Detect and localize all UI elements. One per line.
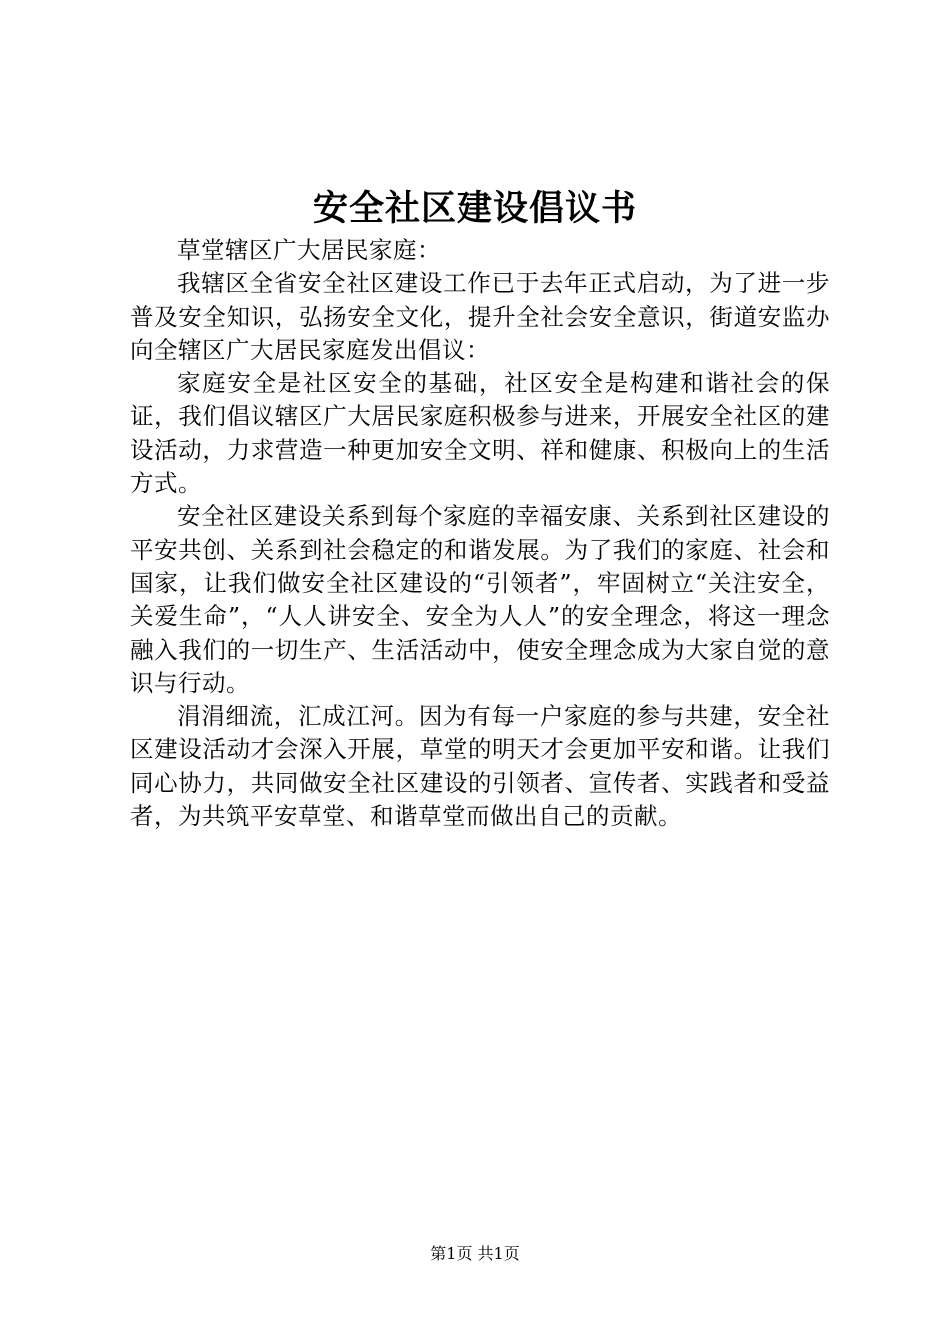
salutation: 草堂辖区广大居民家庭： [177,236,441,264]
document-body [130,234,830,833]
paragraph-1: 我辖区全省安全社区建设工作已于去年正式启动，为了进一步普及安全知识，弘扬安全文化，提升全社会安全意识，街道安监办向全辖区广大居民家庭发出倡议： [130,269,830,364]
paragraph-3: 安全社区建设关系到每个家庭的幸福安康、关系到社区建设的平安共创、关系到社会稳定的和谐发展。为了我们的家庭、社会和国家，让我们做安全社区建设的“引领者”，牢固树立“关注安全，关爱生命”，“人人讲安全、安全为人人”的安全理念，将这一理念融入我们的一切生产、生活活动中，使安全理念成为大家自觉的意识与行动。 [130,502,830,697]
paragraph-4: 涓涓细流，汇成江河。因为有每一户家庭的参与共建，安全社区建设活动才会深入开展，草堂的明天才会更加平安和谐。让我们同心协力，共同做安全社区建设的引领者、宣传者、实践者和受益者，为共筑平安草堂、和谐草堂而做出自己的贡献。 [130,702,830,831]
document-title: 安全社区建设倡议书 [312,188,637,229]
paragraph-2: 家庭安全是社区安全的基础，社区安全是构建和谐社会的保证，我们倡议辖区广大居民家庭积极参与进来，开展安全社区的建设活动，力求营造一种更加安全文明、祥和健康、积极向上的生活方式。 [130,369,830,498]
page-number-footer: 第1页 共1页 [430,1244,520,1263]
